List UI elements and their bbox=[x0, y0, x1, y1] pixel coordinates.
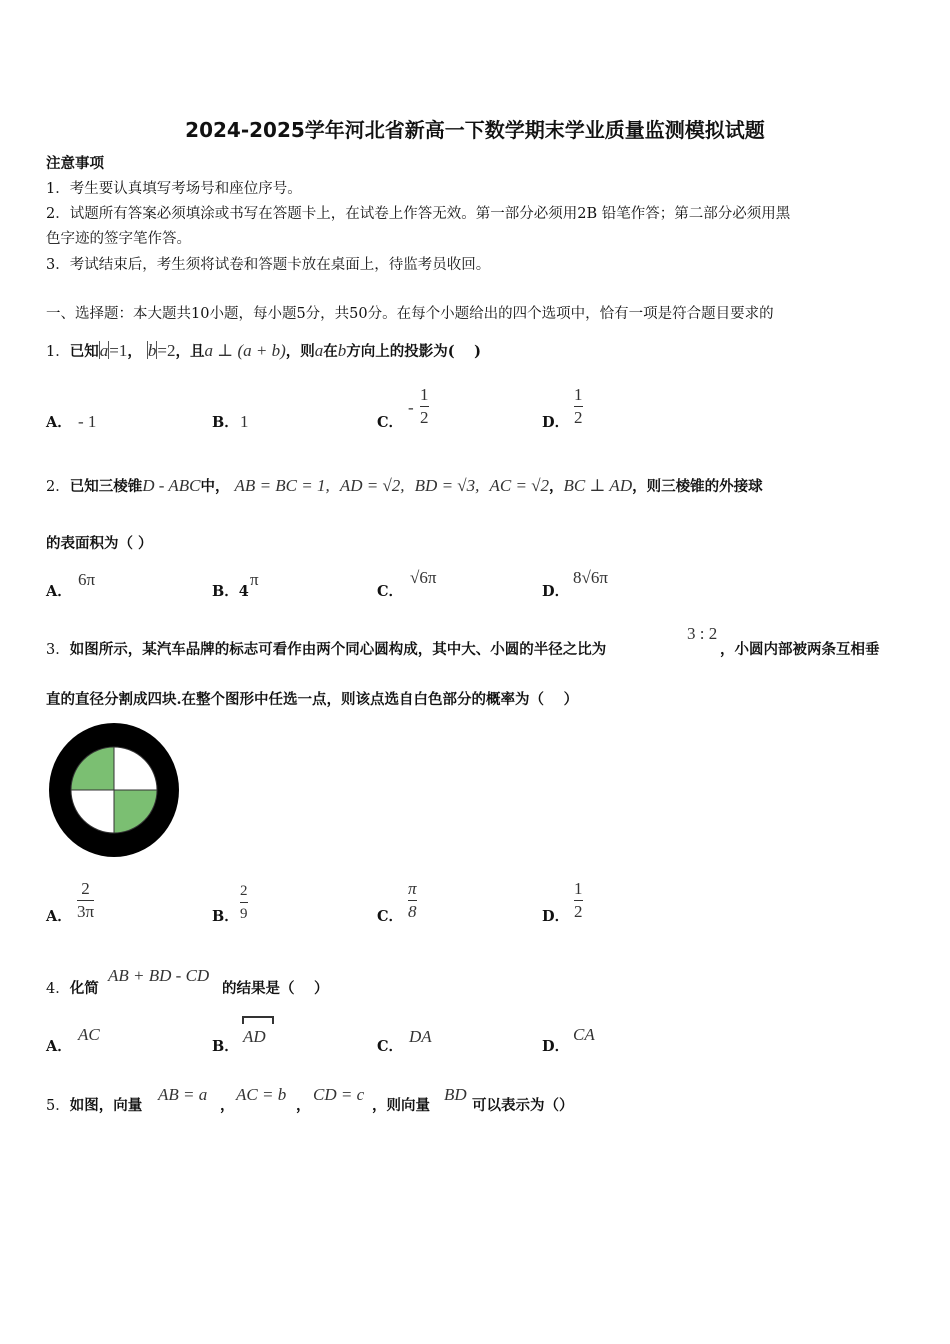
q2-option-c-label: C． bbox=[377, 583, 404, 600]
q3-stem-b: ，小圆内部被两条互相垂 bbox=[720, 641, 880, 658]
q5-vec-cd: CD = c bbox=[313, 1085, 365, 1104]
q2-option-a: 6π bbox=[78, 570, 96, 589]
q3-option-a-fraction: 2 3π bbox=[77, 879, 95, 921]
q3-option-b-label: B． bbox=[212, 908, 239, 925]
q2-option-d-label: D． bbox=[542, 583, 570, 600]
q4-stem-b: 的结果是（ ） bbox=[222, 980, 329, 997]
q3-stem: 3．如图所示，某汽车品牌的标志可看作由两个同心圆构成，其中大、小圆的半径之比为 bbox=[46, 641, 607, 658]
q1-option-d-fraction: 1 2 bbox=[574, 385, 583, 427]
note-item-2: 2．试题所有答案必须填涂或书写在答题卡上，在试卷上作答无效。第一部分必须用2B 铅笔作答；第二部分必须用黑 bbox=[46, 206, 791, 222]
q3-option-c-fraction: π 8 bbox=[408, 879, 417, 921]
q4-stem: 4．化简 bbox=[46, 980, 99, 997]
q5-stem: 5．如图，向量 bbox=[46, 1097, 143, 1114]
q2-option-c: √6π bbox=[410, 568, 437, 587]
q1-option-c-fraction: 1 2 bbox=[420, 385, 429, 427]
q4-option-c-label: C． bbox=[377, 1038, 404, 1055]
q3-option-a-label: A． bbox=[46, 908, 72, 925]
q3-option-d-label: D． bbox=[542, 908, 570, 925]
q4-option-d: CA bbox=[573, 1025, 595, 1044]
q3-option-b-fraction: 2 9 bbox=[240, 883, 248, 922]
note-item-1: 1．考生要认真填写考场号和座位序号。 bbox=[46, 181, 302, 197]
q2-stem-cont: 的表面积为（ ） bbox=[46, 535, 153, 552]
q1-option-a-label: A． bbox=[46, 414, 72, 431]
q3-option-d-fraction: 1 2 bbox=[574, 879, 583, 921]
q2-stem: 2．已知三棱锥D - ABC中， AB = BC = 1, AD = √2, BD = √3, AC = √2，BC ⊥ AD，则三棱锥的外接球 bbox=[46, 476, 763, 495]
q3-option-c-label: C． bbox=[377, 908, 404, 925]
section-heading: 一、选择题：本大题共10小题，每小题5分，共50分。在每个小题给出的四个选项中，恰有一项是符合题目要求的 bbox=[46, 306, 774, 322]
q4-expression: AB + BD - CD bbox=[108, 966, 210, 985]
q1-option-b: 1 bbox=[240, 412, 249, 431]
q2-option-b-label: B．4 bbox=[212, 583, 249, 600]
notes-heading: 注意事项 bbox=[46, 155, 104, 172]
q1-option-a: - 1 bbox=[78, 412, 97, 431]
q4-option-b-label: B． bbox=[212, 1038, 239, 1055]
q5-comma-1: ， bbox=[220, 1097, 235, 1114]
q3-stem-c: 直的直径分割成四块.在整个图形中任选一点，则该点选自白色部分的概率为（ ） bbox=[46, 691, 579, 708]
q2-option-b: π bbox=[250, 570, 259, 589]
q1-option-c-label: C． bbox=[377, 414, 404, 431]
q1-option-c-sign: - bbox=[408, 398, 414, 417]
q1-option-d-label: D． bbox=[542, 414, 570, 431]
q5-stem-c: 可以表示为（） bbox=[472, 1097, 574, 1114]
exam-title: 2024-2025学年河北省新高一下数学期末学业质量监测模拟试题 bbox=[185, 118, 765, 142]
q4-option-c: DA bbox=[409, 1027, 432, 1046]
note-item-3: 3．考试结束后，考生须将试卷和答题卡放在桌面上，待监考员收回。 bbox=[46, 257, 491, 273]
q3-ratio: 3 : 2 bbox=[687, 624, 718, 643]
q2-option-d: 8√6π bbox=[573, 568, 608, 587]
q5-vec-bd: BD bbox=[444, 1085, 467, 1104]
q1-stem: 1．已知a=1， b=2，且a ⊥ (a + b)，则a在b方向上的投影为( ) bbox=[46, 341, 482, 360]
q4-option-b: AD bbox=[243, 1027, 266, 1046]
q4-option-d-label: D． bbox=[542, 1038, 570, 1055]
note-item-2-cont: 色字迹的签字笔作答。 bbox=[46, 231, 191, 247]
q5-vec-ab: AB = a bbox=[158, 1085, 208, 1104]
q2-option-a-label: A． bbox=[46, 583, 72, 600]
q1-option-b-label: B． bbox=[212, 414, 239, 431]
q5-vec-ac: AC = b bbox=[236, 1085, 287, 1104]
q4-option-a-label: A． bbox=[46, 1038, 72, 1055]
q5-comma-2: ， bbox=[296, 1097, 311, 1114]
q4-option-a: AC bbox=[78, 1025, 100, 1044]
car-logo-figure bbox=[47, 721, 181, 859]
q5-stem-b: ，则向量 bbox=[372, 1097, 430, 1114]
q4-option-b-vector-mark bbox=[242, 1016, 274, 1024]
